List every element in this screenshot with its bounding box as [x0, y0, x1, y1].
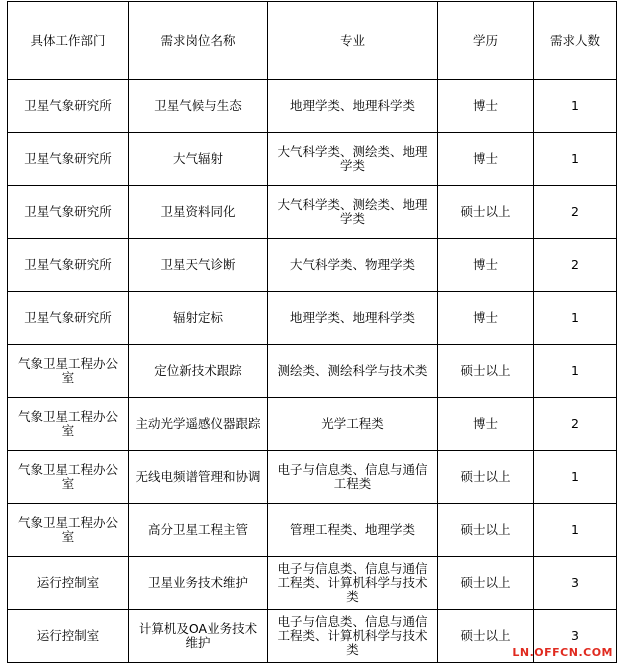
cell-degree: 硕士以上 — [438, 186, 534, 239]
cell-major: 电子与信息类、信息与通信工程类、计算机科学与技术类 — [268, 610, 438, 663]
cell-degree: 硕士以上 — [438, 610, 534, 663]
cell-degree: 硕士以上 — [438, 504, 534, 557]
cell-major: 光学工程类 — [268, 398, 438, 451]
cell-position: 定位新技术跟踪 — [129, 345, 268, 398]
cell-headcount: 2 — [534, 186, 617, 239]
cell-headcount: 3 — [534, 557, 617, 610]
table-row — [8, 398, 617, 451]
cell-degree: 博士 — [438, 80, 534, 133]
cell-degree: 博士 — [438, 133, 534, 186]
cell-degree: 博士 — [438, 239, 534, 292]
cell-degree: 硕士以上 — [438, 557, 534, 610]
table-row — [8, 186, 617, 239]
cell-major: 大气科学类、测绘类、地理学类 — [268, 186, 438, 239]
cell-position: 卫星天气诊断 — [129, 239, 268, 292]
cell-headcount: 2 — [534, 239, 617, 292]
cell-position: 高分卫星工程主管 — [129, 504, 268, 557]
cell-department: 卫星气象研究所 — [8, 239, 129, 292]
table-row — [8, 557, 617, 610]
cell-degree: 硕士以上 — [438, 345, 534, 398]
header-degree: 学历 — [438, 2, 534, 80]
cell-headcount: 1 — [534, 133, 617, 186]
table-body — [8, 80, 617, 663]
cell-major: 测绘类、测绘科学与技术类 — [268, 345, 438, 398]
table-row — [8, 133, 617, 186]
cell-department: 运行控制室 — [8, 557, 129, 610]
cell-degree: 硕士以上 — [438, 451, 534, 504]
cell-major: 管理工程类、地理学类 — [268, 504, 438, 557]
cell-degree: 博士 — [438, 292, 534, 345]
cell-headcount: 1 — [534, 292, 617, 345]
cell-headcount: 1 — [534, 451, 617, 504]
table-row — [8, 292, 617, 345]
table-row — [8, 239, 617, 292]
cell-headcount: 3 — [534, 610, 617, 663]
cell-position: 辐射定标 — [129, 292, 268, 345]
cell-major: 大气科学类、测绘类、地理学类 — [268, 133, 438, 186]
cell-major: 地理学类、地理科学类 — [268, 292, 438, 345]
cell-position: 大气辐射 — [129, 133, 268, 186]
cell-department: 气象卫星工程办公室 — [8, 451, 129, 504]
cell-position: 无线电频谱管理和协调 — [129, 451, 268, 504]
cell-department: 卫星气象研究所 — [8, 186, 129, 239]
cell-position: 主动光学遥感仪器跟踪 — [129, 398, 268, 451]
table-header-row — [8, 2, 617, 80]
cell-degree: 博士 — [438, 398, 534, 451]
cell-major: 电子与信息类、信息与通信工程类 — [268, 451, 438, 504]
cell-position: 卫星业务技术维护 — [129, 557, 268, 610]
cell-department: 气象卫星工程办公室 — [8, 398, 129, 451]
cell-headcount: 1 — [534, 504, 617, 557]
cell-department: 气象卫星工程办公室 — [8, 345, 129, 398]
cell-position: 卫星资料同化 — [129, 186, 268, 239]
cell-headcount: 2 — [534, 398, 617, 451]
table-row — [8, 504, 617, 557]
cell-headcount: 1 — [534, 80, 617, 133]
cell-major: 大气科学类、物理学类 — [268, 239, 438, 292]
table-row — [8, 80, 617, 133]
watermark-logo: LN.OFFCN.COM — [512, 646, 613, 659]
cell-position: 卫星气候与生态 — [129, 80, 268, 133]
cell-major: 电子与信息类、信息与通信工程类、计算机科学与技术类 — [268, 557, 438, 610]
recruitment-table — [7, 1, 617, 663]
table-row — [8, 345, 617, 398]
cell-department: 卫星气象研究所 — [8, 133, 129, 186]
cell-headcount: 1 — [534, 345, 617, 398]
table-row — [8, 451, 617, 504]
cell-department: 卫星气象研究所 — [8, 80, 129, 133]
header-headcount: 需求人数 — [534, 2, 617, 80]
cell-department: 气象卫星工程办公室 — [8, 504, 129, 557]
cell-department: 卫星气象研究所 — [8, 292, 129, 345]
header-position: 需求岗位名称 — [129, 2, 268, 80]
header-major: 专业 — [268, 2, 438, 80]
cell-position: 计算机及OA业务技术维护 — [129, 610, 268, 663]
cell-department: 运行控制室 — [8, 610, 129, 663]
header-department: 具体工作部门 — [8, 2, 129, 80]
cell-major: 地理学类、地理科学类 — [268, 80, 438, 133]
